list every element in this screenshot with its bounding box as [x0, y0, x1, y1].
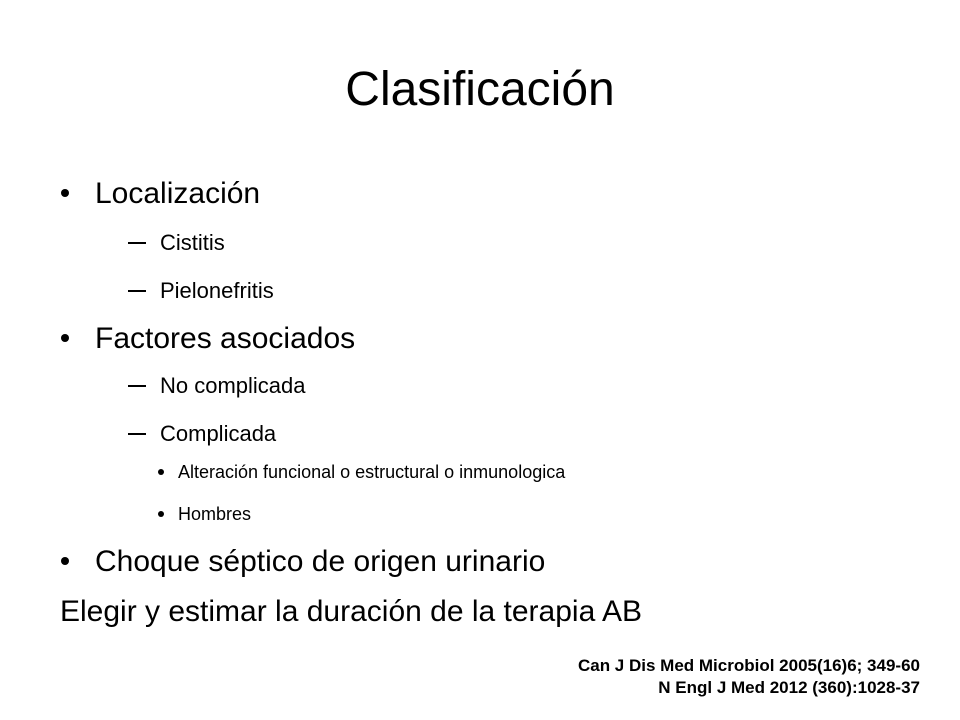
sub-sub-item-alteracion: Alteración funcional o estructural o inmunologica [178, 462, 566, 482]
reference-line: Can J Dis Med Microbiol 2005(16)6; 349-60 [577, 656, 920, 675]
small-bullet-dot-icon [158, 469, 164, 475]
dash-bullet-icon [128, 433, 146, 435]
sub-sub-item-hombres: Hombres [178, 504, 252, 524]
reference-line: N Engl J Med 2012 (360):1028-37 [658, 678, 920, 697]
bullet-dot-icon [61, 557, 69, 565]
summary-line: Elegir y estimar la duración de la terapia AB [60, 595, 642, 628]
bullet-dot-icon [61, 334, 69, 342]
bullet-item-choque-septico: Choque séptico de origen urinario [95, 545, 546, 578]
sub-item-cistitis: Cistitis [160, 230, 225, 255]
references [578, 655, 920, 699]
bullet-dot-icon [61, 189, 69, 197]
dash-bullet-icon [128, 290, 146, 292]
dash-bullet-icon [128, 385, 146, 387]
bullet-item-factores-asociados: Factores asociados [95, 322, 356, 355]
small-bullet-dot-icon [158, 511, 164, 517]
dash-bullet-icon [128, 242, 146, 244]
sub-item-complicada: Complicada [160, 421, 277, 446]
slide-title: Clasificación [345, 63, 615, 116]
bullet-item-localizacion: Localización [95, 177, 261, 210]
sub-item-pielonefritis: Pielonefritis [160, 278, 274, 303]
sub-item-no-complicada: No complicada [160, 373, 306, 398]
